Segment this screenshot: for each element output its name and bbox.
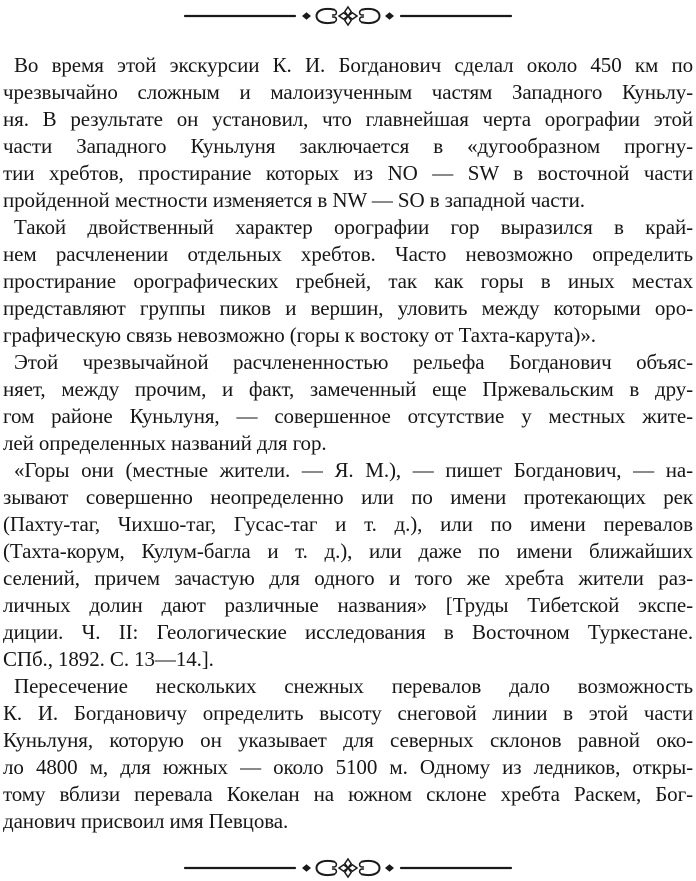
text-line: Куньлуня, которую он указывает для северных склонов равной око- — [3, 728, 693, 752]
fleuron-divider-icon — [183, 5, 513, 27]
fleuron-divider-top — [3, 5, 693, 27]
fleuron-divider-bottom — [3, 857, 693, 879]
text-line: тому вблизи перевала Кокелан на южном склоне хребта Раскем, Бог- — [3, 782, 693, 806]
text-line: Этой чрезвычайной расчлененностью рельефа Богданович объяс- — [14, 350, 693, 374]
text-line: тии хребтов, простирание которых из NO — SW в восточной части — [3, 161, 693, 185]
text-line: «Горы они (местные жители. — Я. М.), — пишет Богданович, — на- — [14, 458, 693, 482]
fleuron-divider-icon — [183, 857, 513, 879]
paragraph — [3, 214, 693, 349]
text-line: графическую связь невозможно (горы к востоку от Тахта-карута)». — [3, 323, 596, 347]
text-block — [3, 52, 693, 835]
text-line: Во время этой экскурсии К. И. Богданович сделал около 450 км по — [14, 53, 693, 77]
text-line: Такой двойственный характер орографии гор выразился в край- — [14, 215, 693, 239]
paragraph — [3, 349, 693, 457]
text-line: (Пахту-таг, Чихшо-таг, Гусас-таг и т. д.), или по имени перевалов — [3, 512, 693, 536]
text-line: данович присвоил имя Певцова. — [3, 809, 289, 833]
text-line: личных долин дают различные названия» [Труды Тибетской экспе- — [3, 593, 693, 617]
text-line: пройденной местности изменяется в NW — SO в западной части. — [3, 188, 585, 212]
text-line: ня. В результате он установил, что главнейшая черта орографии этой — [3, 107, 693, 131]
text-line: диции. Ч. II: Геологические исследования в Восточном Туркестане. — [3, 620, 693, 644]
text-line: (Тахта-корум, Кулум-багла и т. д.), или даже по имени ближайших — [3, 539, 693, 563]
text-line: К. И. Богдановичу определить высоту снеговой линии в этой части — [3, 701, 693, 725]
text-line: нем расчленении отдельных хребтов. Часто невозможно определить — [3, 242, 693, 266]
text-line: части Западного Куньлуня заключается в «дугообразном прогну- — [3, 134, 693, 158]
text-line: Пересечение нескольких снежных перевалов дало возможность — [14, 674, 693, 698]
text-line: СПб., 1892. С. 13—14.]. — [3, 647, 214, 671]
text-line: лей определенных названий для гор. — [3, 431, 327, 455]
paragraph — [3, 52, 693, 214]
paragraph — [3, 673, 693, 835]
text-line: гом районе Куньлуня, — совершенное отсутствие у местных жите- — [3, 404, 693, 428]
text-line: представляют группы пиков и вершин, уловить между которыми оро- — [3, 296, 693, 320]
text-line: няет, между прочим, и факт, замеченный еще Пржевальским в дру- — [3, 377, 693, 401]
text-line: зывают совершенно неопределенно или по имени протекающих рек — [3, 485, 693, 509]
paragraph — [3, 457, 693, 673]
text-line: ло 4800 м, для южных — около 5100 м. Одному из ледников, откры- — [3, 755, 693, 779]
text-line: простирание орографических гребней, так как горы в иных местах — [3, 269, 693, 293]
text-line: селений, причем зачастую для одного и того же хребта жители раз- — [3, 566, 693, 590]
text-line: чрезвычайно сложным и малоизученным частям Западного Куньлу- — [3, 80, 693, 104]
